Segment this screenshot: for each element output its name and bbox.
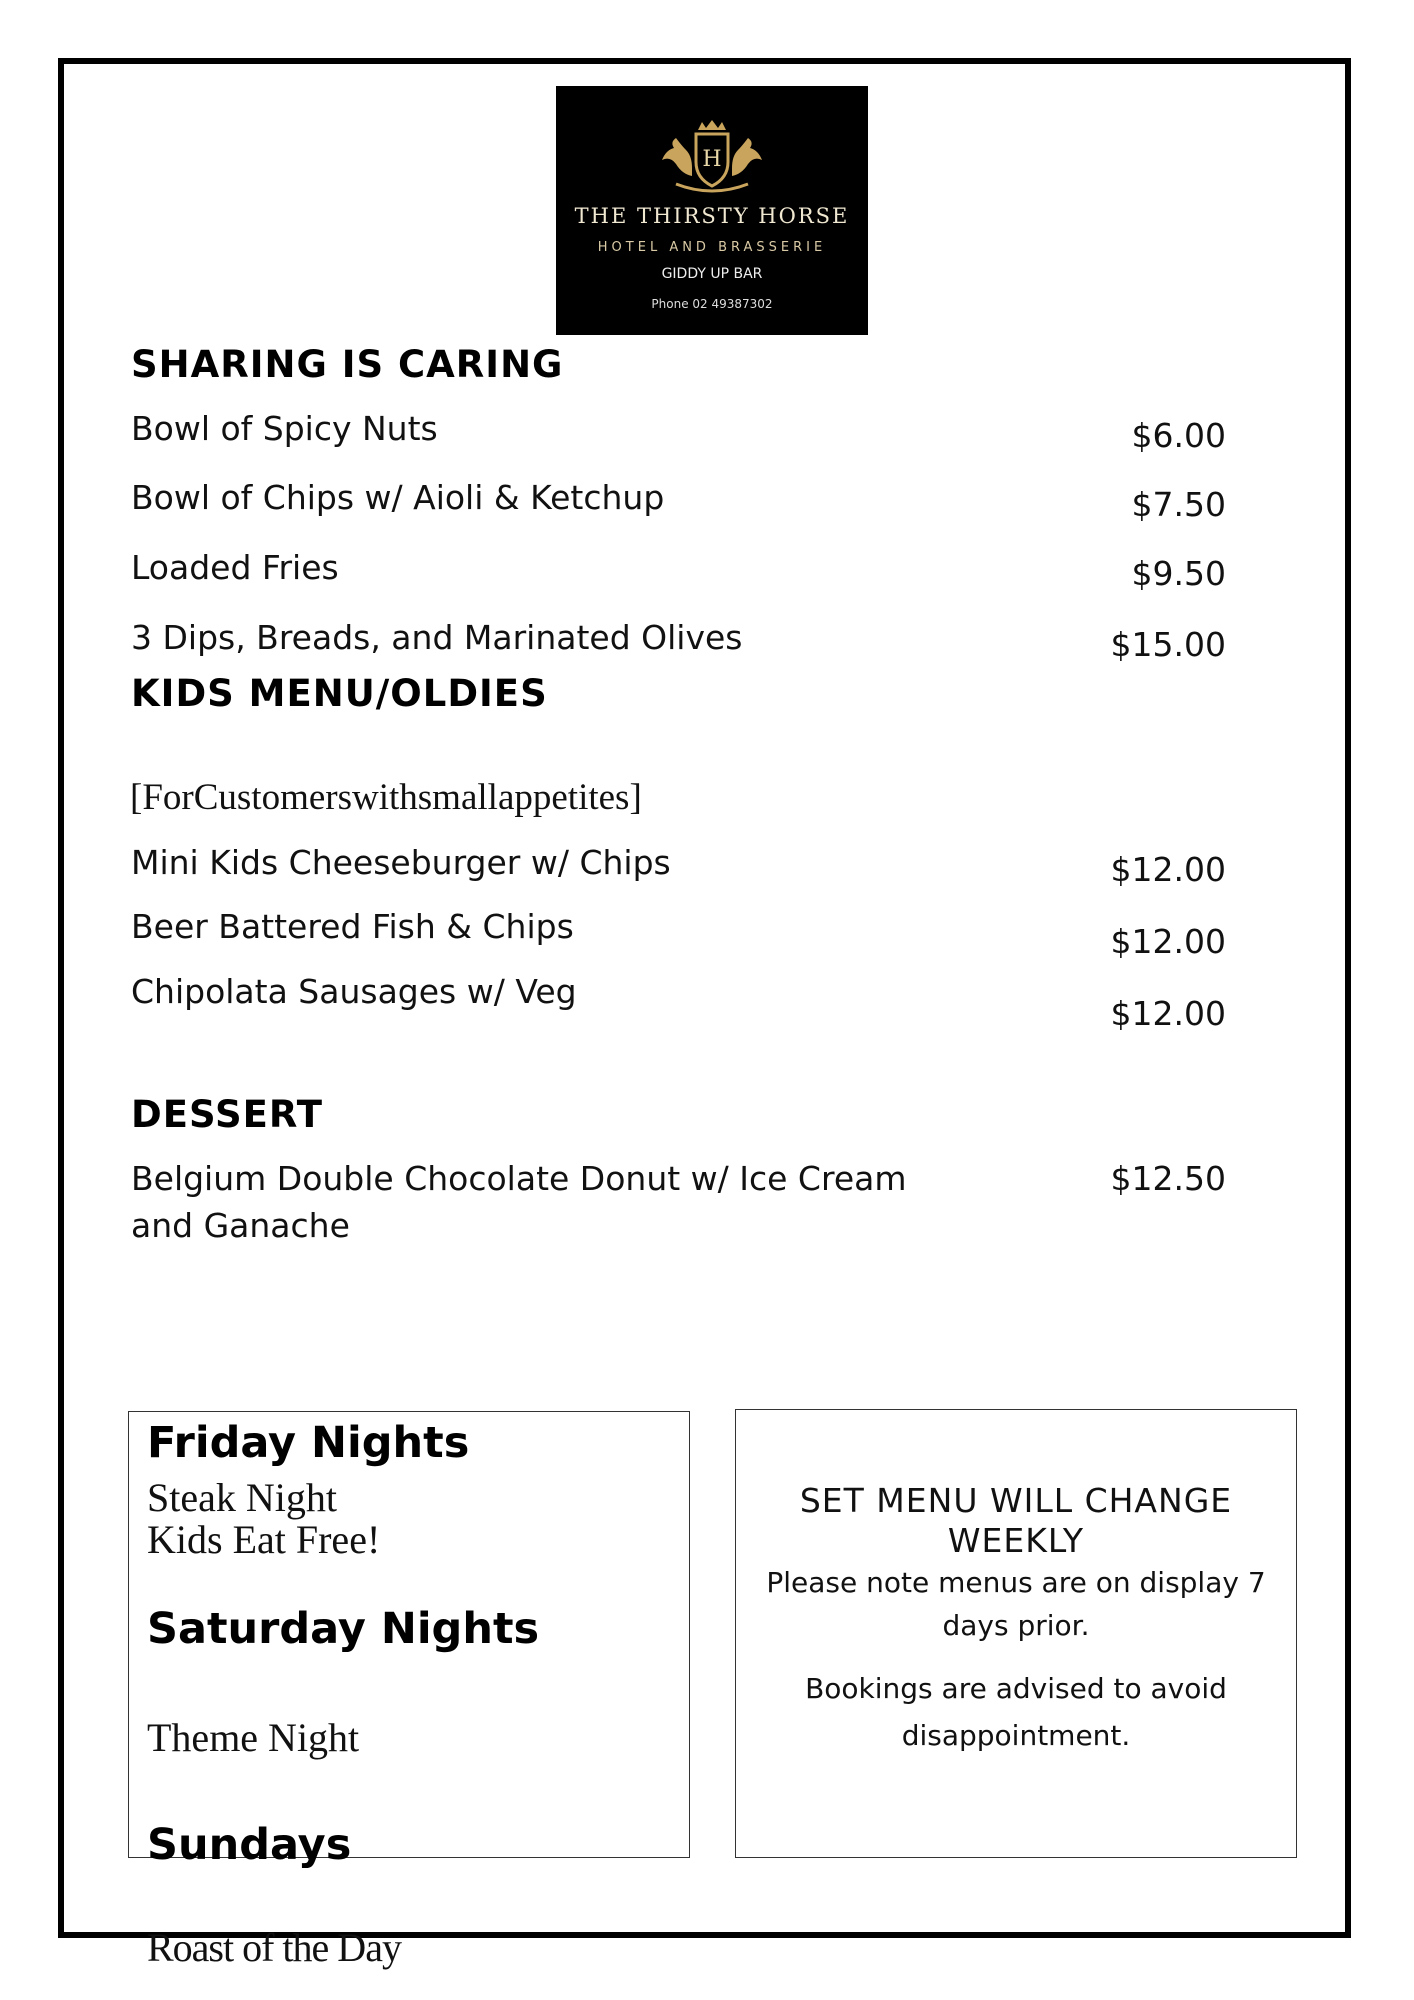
menu-item-price: $6.00 [1131, 416, 1226, 455]
notice-line-1: SET MENU WILL CHANGE [799, 1481, 1233, 1520]
friday-line-2: Kids Eat Free! [147, 1517, 381, 1562]
saturday-line: Theme Night [147, 1715, 360, 1760]
menu-item-name: 3 Dips, Breads, and Marinated Olives [131, 618, 743, 657]
notice-line-6: disappointment. [901, 1719, 1131, 1752]
logo-name: THE THIRSTY HORSE [574, 204, 850, 228]
menu-item-name-line2: and Ganache [131, 1206, 350, 1245]
section-title-kids: KIDS MENU/OLDIES [131, 672, 548, 715]
friday-line-1: Steak Night [147, 1475, 337, 1520]
menu-item-price: $15.00 [1110, 625, 1226, 664]
menu-item-price: $12.00 [1110, 922, 1226, 961]
menu-item-name: Loaded Fries [131, 548, 339, 587]
notice-line-3: Please note menus are on display 7 [766, 1566, 1266, 1599]
menu-item-name-line1: Belgium Double Chocolate Donut w/ Ice Cream [131, 1159, 907, 1198]
menu-item-price: $12.00 [1110, 850, 1226, 889]
section-title-dessert: DESSERT [131, 1093, 323, 1136]
friday-line-2-clip [147, 1516, 387, 1576]
menu-item-name: Bowl of Spicy Nuts [131, 409, 438, 448]
logo-subtitle: HOTEL AND BRASSERIE [597, 240, 827, 255]
menu-item-name: Mini Kids Cheeseburger w/ Chips [131, 843, 671, 882]
horse-crest-icon [646, 116, 778, 196]
menu-item-price: $12.00 [1110, 994, 1226, 1033]
sunday-line: Roast of the Day [147, 1925, 401, 1970]
notice-line-4: days prior. [942, 1609, 1090, 1642]
logo-bar-name: GIDDY UP BAR [661, 266, 763, 282]
notice-line-2: WEEKLY [947, 1521, 1085, 1560]
menu-item-name: Chipolata Sausages w/ Veg [131, 972, 577, 1011]
notice-line-5: Bookings are advised to avoid [805, 1672, 1227, 1705]
svg-text:H: H [702, 147, 722, 172]
menu-item-price: $7.50 [1131, 485, 1226, 524]
kids-menu-note: [ForCustomerswithsmallappetites] [130, 777, 642, 818]
hotel-logo [556, 86, 868, 335]
friday-nights-title: Friday Nights [147, 1418, 470, 1468]
logo-phone: Phone 02 49387302 [651, 297, 773, 311]
menu-item-price: $9.50 [1131, 554, 1226, 593]
menu-item-name: Bowl of Chips w/ Aioli & Ketchup [131, 478, 665, 517]
section-title-sharing: SHARING IS CARING [131, 343, 564, 386]
menu-item-name: Beer Battered Fish & Chips [131, 907, 574, 946]
saturday-nights-title: Saturday Nights [147, 1604, 540, 1654]
menu-item-price: $12.50 [1110, 1159, 1226, 1198]
sundays-title: Sundays [147, 1820, 352, 1870]
